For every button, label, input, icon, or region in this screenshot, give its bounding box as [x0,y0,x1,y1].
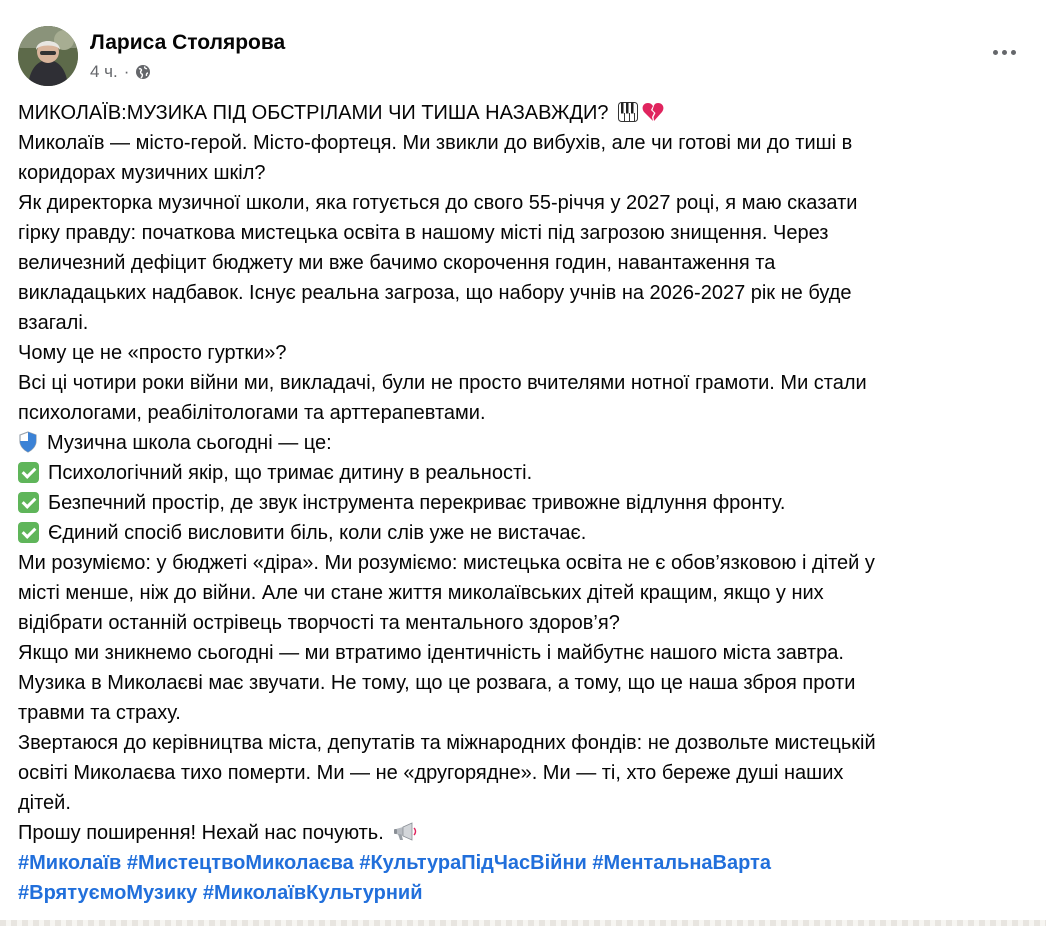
author-avatar[interactable] [18,26,78,86]
text-line: Ми розуміємо: у бюджеті «діра». Ми розуміємо: мистецька освіта не є обов’язковою і дітей у [18,552,875,574]
hashtag-link[interactable]: #ВрятуємоМузику [18,882,198,904]
share-request: Прошу поширення! Нехай нас почують. [18,822,384,844]
list-item-text: Єдиний спосіб висловити біль, коли слів уже не вистачає. [48,522,587,544]
check-mark-icon [18,462,39,483]
text-line: величезний дефіцит бюджету ми вже бачимо скорочення годин, навантаження та [18,252,776,274]
text-line: Всі ці чотири роки війни ми, викладачі, були не просто вчителями нотної грамоти. Ми стали [18,372,867,394]
hashtag-link[interactable]: #МистецтвоМиколаєва [126,852,354,874]
piano-icon [618,101,638,131]
list-item [18,518,1040,548]
megaphone-icon [393,821,417,851]
hashtag-link[interactable]: #Миколаїв [18,852,122,874]
text-line: Якщо ми зникнемо сьогодні — ми втратимо ідентичність і майбутнє нашого міста завтра. [18,642,844,664]
post-time[interactable]: 4 ч. [90,62,118,81]
broken-heart-icon [642,101,664,131]
post-header [18,26,285,86]
text-line: місті менше, ніж до війни. Але чи стане життя миколаївських дітей кращим, якщо у них [18,582,824,604]
check-mark-icon [18,492,39,513]
meta-separator: · [123,62,130,81]
hashtag-link[interactable]: #КультураПідЧасВійни [359,852,587,874]
media-preview-edge [0,920,1046,926]
post-subline [90,62,285,82]
text-line: викладацьких надбавок. Існує реальна загроза, що набору учнів на 2026-2027 рік не буде [18,282,852,304]
list-item [18,488,1040,518]
hashtag-link[interactable]: #МиколаївКультурний [202,882,423,904]
text-line: відібрати останній острівець творчості та ментального здоров’я? [18,612,620,634]
check-mark-icon [18,522,39,543]
avatar-photo [18,26,78,86]
text-line: освіті Миколаєва тихо померти. Ми — не «другорядне». Ми — ті, хто береже душі наших [18,762,844,784]
post-meta [90,26,285,82]
text-line: Музика в Миколаєві має звучати. Не тому, що це розвага, а тому, що це наша зброя проти [18,672,856,694]
post-text [18,98,1040,908]
text-line: гірку правду: початкова мистецька освіта в нашому місті під загрозою знищення. Через [18,222,829,244]
hashtag-link[interactable]: #МентальнаВарта [592,852,771,874]
text-line: Чому це не «просто гуртки»? [18,342,287,364]
text-line: травми та страху. [18,702,181,724]
text-line: коридорах музичних шкіл? [18,162,266,184]
text-line: взагалі. [18,312,89,334]
text-line: дітей. [18,792,71,814]
author-name[interactable]: Лариса Столярова [90,31,286,54]
hashtags-line [18,878,1040,908]
list-item-text: Психологічний якір, що тримає дитину в реальності. [48,462,533,484]
text-line: Як директорка музичної школи, яка готується до свого 55-річчя у 2027 році, я маю сказати [18,192,858,214]
more-options-icon[interactable] [988,40,1020,64]
text-line: психологами, реабілітологами та арттерапевтами. [18,402,486,424]
globe-icon[interactable] [135,64,151,80]
list-item-text: Безпечний простір, де звук інструмента перекриває тривожне відлуння фронту. [48,492,786,514]
list-heading: Музична школа сьогодні — це: [47,432,332,454]
share-request-line [18,818,1040,848]
text-line: Звертаюся до керівництва міста, депутатів та міжнародних фондів: не дозвольте мистецькій [18,732,876,754]
post-title: МИКОЛАЇВ:МУЗИКА ПІД ОБСТРІЛАМИ ЧИ ТИША НАЗАВЖДИ? [18,102,609,124]
hashtags-line [18,848,1040,878]
list-heading-line [18,428,1040,458]
list-item [18,458,1040,488]
post-title-line [18,98,1040,128]
text-line: Миколаїв — місто-герой. Місто-фортеця. Ми звикли до вибухів, але чи готові ми до тиші в [18,132,853,154]
